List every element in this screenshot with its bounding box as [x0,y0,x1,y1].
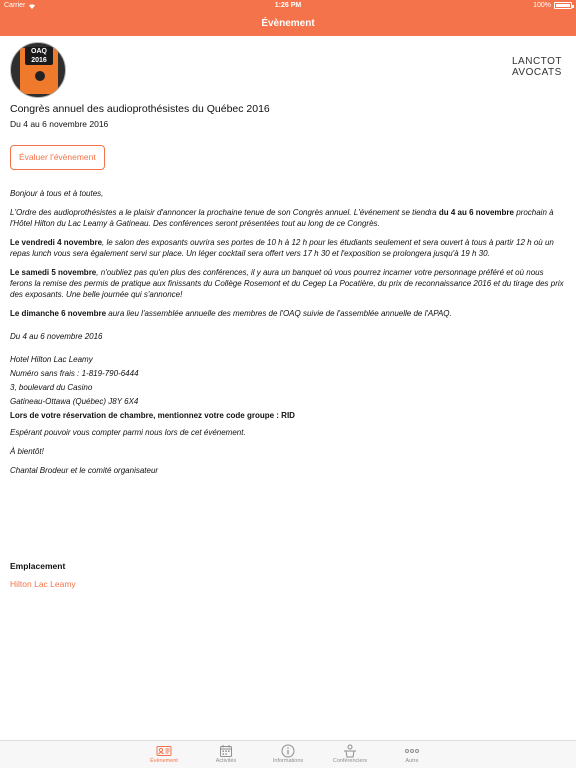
event-detail-content[interactable] [0,36,576,740]
greeting-text: Bonjour à tous et à toutes, [10,189,104,198]
hotel-name: Hotel Hilton Lac Leamy [10,355,93,364]
goodbye-text: À bientôt! [10,447,44,456]
description-paragraph: Le samedi 5 novembre, n'oubliez pas qu'en plus des conférences, il y aura un banquet où vous pourrez incarner votre personnage préféré et où nous ferons la remise des permis de pratique aux finissants du Collège Rosemont et du Cegep La Pocatière, du prix de reconnaissance 2016 et du tirage des prix des exposants. Une belle journée qui s'annonce! [10,268,564,299]
hope-text: Espérant pouvoir vous compter parmi nous lors de cet événement. [10,428,246,437]
city-address: Gatineau-Ottawa (Québec) J8Y 6X4 [10,397,139,406]
tab-conferenciers[interactable] [319,741,381,768]
clock: 1:26 PM [274,2,302,9]
event-logo [10,42,66,98]
tab-label: Autre [405,758,419,764]
address-block [10,331,566,421]
tab-activites[interactable] [195,741,257,768]
phone-number[interactable]: Numéro sans frais : 1-819-790-6444 [10,369,139,378]
calendar-icon [219,744,233,758]
event-dates: Du 4 au 6 novembre 2016 [10,119,109,129]
signature-text: Chantal Brodeur et le comité organisateur [10,466,159,475]
tab-label: Informations [272,758,304,764]
tab-label: Activités [215,758,237,764]
tab-label: Évènement [150,758,178,764]
group-code-text: Lors de votre réservation de chambre, mentionnez votre code groupe : RID [10,411,295,420]
event-description [10,188,566,484]
description-paragraph: Le vendredi 4 novembre, le salon des exposants ouvrira ses portes de 10 h à 12 h pour les étudiants seulement et sera ouvert à tous à partir 12 h où un repas lunch vous sera également servi sur place. Un léger cocktail sera offert vers 17 h 30 et l'exposition se prolongera jusqu'à 19 h 30. [10,238,554,258]
location-heading: Emplacement [10,561,66,571]
tab-informations[interactable] [257,741,319,768]
tab-evenement[interactable] [133,741,195,768]
nav-title: Évènement [0,12,576,36]
battery-percent: 100% [533,2,551,9]
street-address: 3, boulevard du Casino [10,383,93,392]
battery-icon [554,2,572,9]
status-bar [0,0,576,12]
event-logo-text: OAQ 2016 [25,47,53,65]
tab-bar [0,740,576,768]
description-paragraph: L'Ordre des audioprothésistes a le plaisir d'annoncer la prochaine tenue de son Congrès annuel. L'événement se tiendra du 4 au 6 novembre prochain à l'Hôtel Hilton du Lac Leamy à Gatineau. Des conférences seront présentées tout au long de ce Congrès. [10,208,554,228]
carrier-label: Carrier [4,2,26,9]
evaluate-event-button[interactable]: Évaluer l'évènement [10,145,105,170]
location-link[interactable]: Hilton Lac Leamy [10,579,76,589]
info-icon [281,744,295,758]
sponsor-logo[interactable] [512,56,568,78]
speaker-podium-icon [342,744,358,758]
event-title: Congrès annuel des audioprothésistes du Québec 2016 [10,103,270,115]
description-paragraph: Le dimanche 6 novembre aura lieu l'assemblée annuelle des membres de l'OAQ suivie de l'assemblée annuelle de l'APAQ. [10,309,452,318]
tab-autre[interactable] [381,741,443,768]
sponsor-logo-line2: AVOCATS [512,67,562,78]
more-dots-icon [404,748,420,754]
event-card-icon [156,745,172,757]
sponsor-logo-line1: LANCTOT [512,56,562,67]
dates-repeat: Du 4 au 6 novembre 2016 [10,332,103,341]
tab-label: Conférenciers [332,758,368,764]
